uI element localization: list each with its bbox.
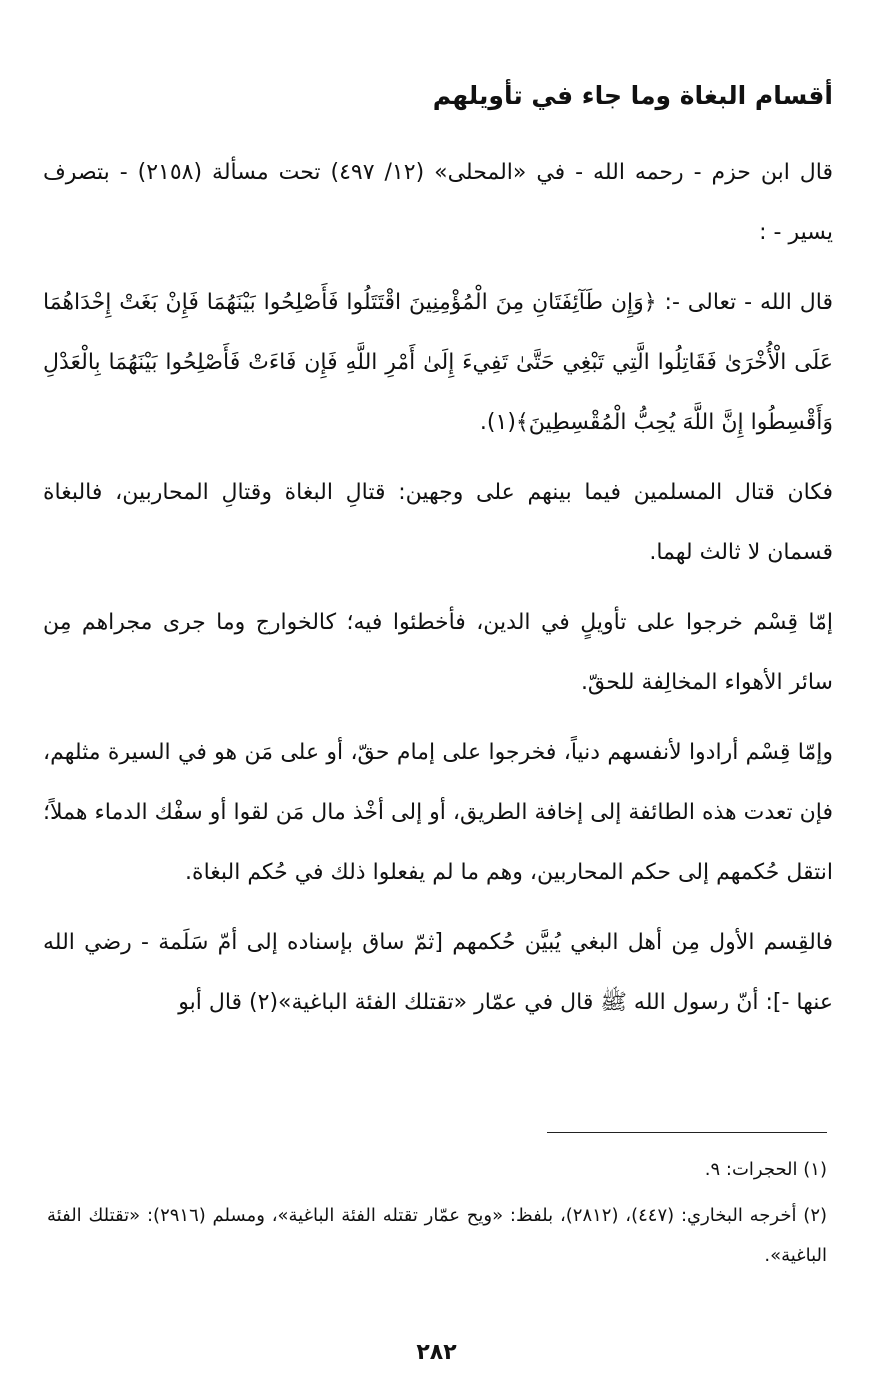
paragraph-quran-verse: قال الله - تعالى -: ﴿وَإِن طَآئِفَتَانِ مِنَ الْمُؤْمِنِينَ اقْتَتَلُوا فَأَصْلِحُوا بَيْنَهُمَا فَإِنْ بَغَتْ إِحْدَاهُمَا عَلَى الْأُخْرَىٰ فَقَاتِلُوا الَّتِي تَبْغِي حَتَّىٰ تَفِيءَ إِلَىٰ أَمْرِ اللَّهِ فَإِن فَاءَتْ فَأَصْلِحُوا بَيْنَهُمَا بِالْعَدْلِ وَأَقْسِطُوا إِنَّ اللَّهَ يُحِبُّ الْمُقْسِطِينَ﴾(١).	[43, 290, 833, 435]
section-heading: أقسام البغاة وما جاء في تأويلهم	[432, 81, 833, 110]
paragraph-two-kinds: فكان قتال المسلمين فيما بينهم على وجهين: قتالِ البغاة وقتالِ المحاربين، فالبغاة قسمان لا ثالث لهما.	[43, 480, 833, 565]
footnote-divider	[547, 1132, 827, 1133]
page-number: ٢٨٢	[416, 1340, 457, 1365]
footnotes	[47, 1150, 827, 1282]
paragraph-first-kind: إمّا قِسْم خرجوا على تأويلٍ في الدين، فأخطئوا فيه؛ كالخوارج وما جرى مجراهم مِن سائر الأهواء المخالِفة للحقّ.	[43, 610, 833, 695]
page-body	[43, 60, 833, 1043]
paragraph-hadith: فالقِسم الأول مِن أهل البغي يُبيَّن حُكمهم [ثمّ ساق بإسناده إلى أمّ سَلَمة - رضي الله عنها -]: أنّ رسول الله ﷺ قال في عمّار «تقتلك الفئة الباغية»(٢) قال أبو	[43, 930, 833, 1015]
footnote-1: (١) الحجرات: ٩.	[704, 1159, 827, 1180]
footnote-2: (٢) أخرجه البخاري: (٤٤٧)، (٢٨١٢)، بلفظ: «ويح عمّار تقتله الفئة الباغية»، ومسلم (٢٩١٦): «تقتلك الفئة الباغية».	[47, 1205, 828, 1266]
paragraph-intro: قال ابن حزم - رحمه الله - في «المحلى» (١٢/ ٤٩٧) تحت مسألة (٢١٥٨) - بتصرف يسير - :	[43, 160, 833, 245]
paragraph-second-kind: وإمّا قِسْم أرادوا لأنفسهم دنياً، فخرجوا على إمام حقّ، أو على مَن هو في السيرة مثلهم، فإن تعدت هذه الطائفة إلى إخافة الطريق، أو إلى أخْذ مال مَن لقوا أو سفْك الدماء هملاً؛ انتقل حُكمهم إلى حكم المحاربين، وهم ما لم يفعلوا ذلك في حُكم البغاة.	[43, 740, 833, 885]
